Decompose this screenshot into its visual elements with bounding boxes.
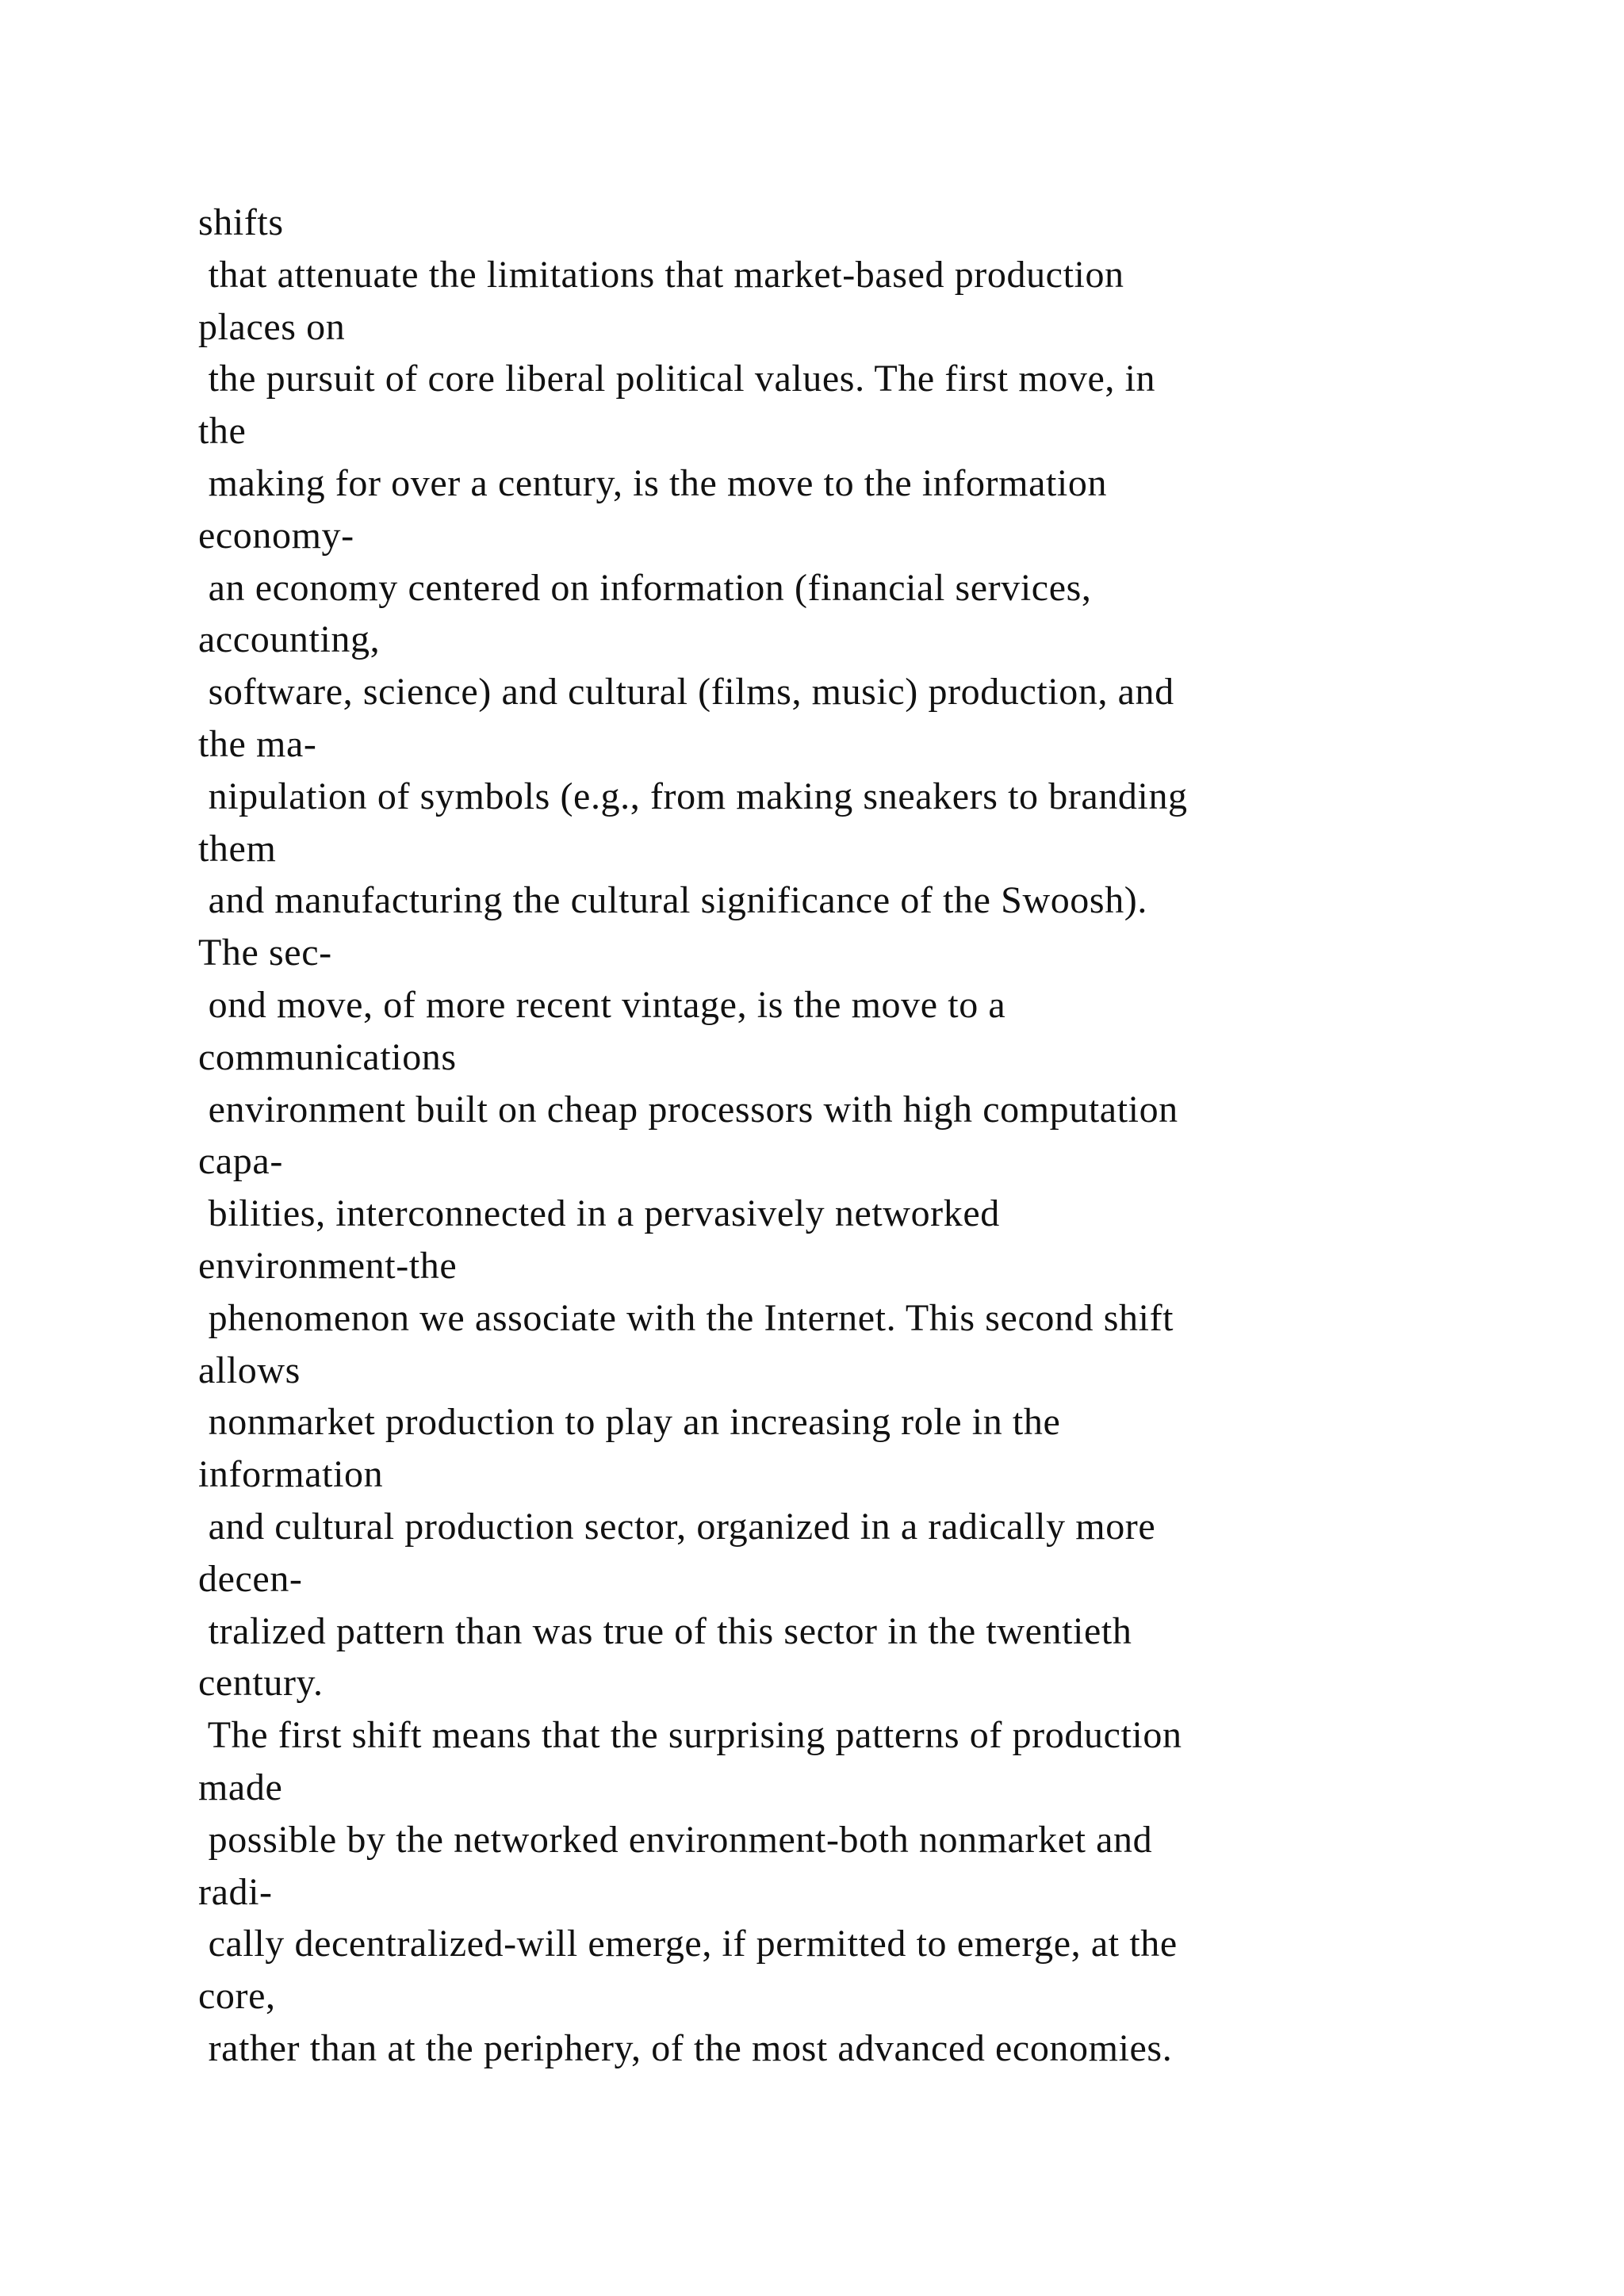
text-line: them (198, 827, 277, 870)
text-line: century. (198, 1662, 324, 1705)
text-line: accounting, (198, 618, 381, 661)
text-line: The first shift means that the surprising patterns of production (198, 1714, 1182, 1757)
text-line: made (198, 1766, 283, 1808)
text-line: rather than at the periphery, of the most advanced economies. (198, 2026, 1173, 2069)
text-line: places on (198, 305, 346, 348)
text-line: the ma- (198, 722, 317, 765)
text-line: possible by the networked environment-both nonmarket and (198, 1818, 1153, 1861)
text-line: bilities, interconnected in a pervasively networked (198, 1192, 1000, 1235)
text-line: decen- (198, 1557, 303, 1600)
text-line: The sec- (198, 932, 332, 974)
text-line: cally decentralized-will emerge, if permitted to emerge, at the (198, 1923, 1178, 1965)
text-line: ond move, of more recent vintage, is the move to a (198, 983, 1006, 1026)
text-line: tralized pattern than was true of this sector in the twentieth (198, 1609, 1132, 1652)
text-line: phenomenon we associate with the Internet. This second shift (198, 1296, 1174, 1339)
text-line: radi- (198, 1870, 273, 1913)
text-line: core, (198, 1975, 276, 2018)
text-line: shifts (198, 201, 284, 243)
text-line: making for over a century, is the move to the information (198, 461, 1108, 504)
text-line: and cultural production sector, organized in a radically more (198, 1505, 1156, 1548)
text-line: information (198, 1453, 384, 1496)
body-text (198, 197, 1515, 2075)
text-line: environment built on cheap processors with high computation (198, 1088, 1178, 1131)
text-line: the (198, 410, 247, 453)
text-line: an economy centered on information (financial services, (198, 566, 1092, 609)
text-line: allows (198, 1349, 301, 1391)
text-line: nonmarket production to play an increasing role in the (198, 1401, 1061, 1444)
text-line: communications (198, 1035, 457, 1078)
text-line: the pursuit of core liberal political values. The first move, in (198, 358, 1156, 400)
text-line: that attenuate the limitations that market-based production (198, 253, 1124, 296)
text-line: capa- (198, 1140, 283, 1183)
text-line: and manufacturing the cultural significance of the Swoosh). (198, 879, 1147, 922)
text-line: nipulation of symbols (e.g., from making sneakers to branding (198, 775, 1188, 817)
text-line: environment-the (198, 1244, 458, 1287)
text-line: software, science) and cultural (films, music) production, and (198, 671, 1174, 714)
text-line: economy- (198, 514, 354, 557)
